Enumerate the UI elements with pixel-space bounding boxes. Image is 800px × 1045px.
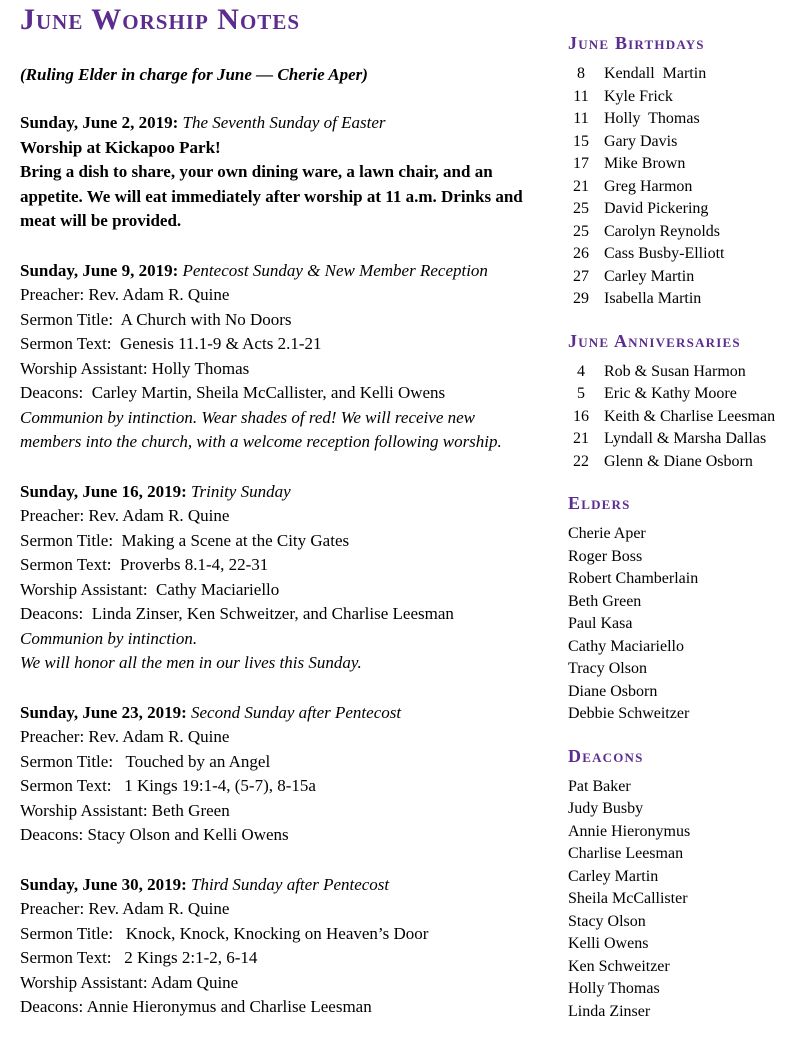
birthday-day: 8 bbox=[577, 65, 585, 82]
deacons-heading: Deacons bbox=[568, 745, 644, 766]
service-detail-preacher: Preacher: Rev. Adam R. Quine bbox=[20, 285, 230, 304]
birthday-name: David Pickering bbox=[604, 200, 709, 217]
deacon-name: Sheila McCallister bbox=[568, 890, 688, 907]
service-date: Sunday, June 9, 2019: bbox=[20, 260, 179, 280]
service-detail-deacons: Deacons: Stacy Olson and Kelli Owens bbox=[20, 825, 289, 844]
deacon-name: Stacy Olson bbox=[568, 912, 646, 930]
birthday-name: Kyle Frick bbox=[604, 87, 673, 105]
service-date: Sunday, June 23, 2019: bbox=[20, 702, 187, 722]
service-note: We will honor all the men in our lives this Sunday. bbox=[20, 653, 362, 672]
birthday-item bbox=[568, 63, 786, 86]
birthday-item bbox=[568, 108, 786, 131]
anniversary-day: 21 bbox=[573, 430, 589, 447]
service-detail-preacher: Preacher: Rev. Adam R. Quine bbox=[20, 506, 230, 525]
birthday-item bbox=[568, 266, 786, 289]
service-detail-sermon-text: Sermon Text: 2 Kings 2:1-2, 6-14 bbox=[20, 948, 258, 967]
elder-name: Roger Boss bbox=[568, 547, 643, 565]
service-subtitle: Pentecost Sunday & New Member Reception bbox=[178, 260, 488, 280]
anniversary-day: 5 bbox=[577, 385, 585, 402]
service-detail-sermon-title: Sermon Title: Touched by an Angel bbox=[20, 751, 271, 771]
service-subtitle: Trinity Sunday bbox=[186, 481, 291, 501]
elder-name: Cherie Aper bbox=[568, 525, 646, 542]
deacon-name: Judy Busby bbox=[568, 800, 644, 817]
birthday-day: 29 bbox=[573, 290, 589, 307]
deacon-name: Carley Martin bbox=[568, 867, 659, 885]
birthday-item bbox=[568, 221, 786, 244]
sidebar-lists-column bbox=[540, 4, 786, 1045]
birthday-day: 25 bbox=[573, 222, 589, 240]
birthday-day: 26 bbox=[573, 245, 589, 262]
elder-name: Robert Chamberlain bbox=[568, 570, 699, 587]
service-block-june-2 bbox=[20, 111, 540, 234]
deacon-name: Linda Zinser bbox=[568, 1002, 651, 1020]
service-detail-worship-assistant: Worship Assistant: Beth Green bbox=[20, 800, 230, 820]
birthday-day: 21 bbox=[573, 177, 589, 195]
birthday-item bbox=[568, 243, 786, 266]
birthday-name: Cass Busby-Elliott bbox=[604, 245, 725, 262]
anniversary-item bbox=[568, 361, 786, 384]
birthday-item bbox=[568, 198, 786, 221]
service-date: Sunday, June 30, 2019: bbox=[20, 874, 187, 894]
service-date: Sunday, June 16, 2019: bbox=[20, 481, 187, 501]
anniversary-names: Keith & Charlise Leesman bbox=[604, 407, 776, 425]
birthday-item bbox=[568, 176, 786, 199]
page-title: June Worship Notes bbox=[20, 3, 301, 36]
elders-heading: Elders bbox=[568, 493, 631, 513]
anniversary-day: 4 bbox=[577, 362, 585, 380]
service-announcement: Bring a dish to share, your own dining ware, a lawn chair, and an appetite. We will eat immediately after worship at 11 a.m. Drinks and meat will be provided. bbox=[20, 162, 527, 230]
anniversary-item bbox=[568, 383, 786, 406]
service-detail-deacons: Deacons: Linda Zinser, Ken Schweitzer, and Charlise Leesman bbox=[20, 604, 454, 623]
service-detail-sermon-title: Sermon Title: Knock, Knock, Knocking on Heaven’s Door bbox=[20, 923, 429, 943]
birthday-name: Mike Brown bbox=[604, 155, 686, 172]
deacon-name: Ken Schweitzer bbox=[568, 957, 670, 975]
birthday-day: 11 bbox=[573, 110, 589, 127]
service-detail-sermon-text: Sermon Text: Proverbs 8.1-4, 22-31 bbox=[20, 555, 269, 574]
birthday-day: 25 bbox=[573, 200, 589, 217]
birthday-name: Holly Thomas bbox=[604, 110, 700, 127]
service-detail-deacons: Deacons: Carley Martin, Sheila McCallister, and Kelli Owens bbox=[20, 383, 446, 402]
birthday-name: Carley Martin bbox=[604, 267, 695, 285]
birthday-item bbox=[568, 86, 786, 109]
service-heading bbox=[20, 701, 540, 726]
service-detail-sermon-title: Sermon Title: A Church with No Doors bbox=[20, 309, 292, 329]
birthdays-heading: June Birthdays bbox=[568, 33, 705, 53]
birthday-name: Gary Davis bbox=[604, 132, 678, 150]
elder-name: Cathy Maciariello bbox=[568, 637, 684, 655]
anniversary-day: 16 bbox=[573, 407, 589, 425]
elder-name: Beth Green bbox=[568, 592, 642, 610]
service-detail-worship-assistant: Worship Assistant: Adam Quine bbox=[20, 972, 239, 992]
service-block-june-9 bbox=[20, 259, 540, 455]
birthday-day: 17 bbox=[573, 155, 589, 172]
service-subtitle: Third Sunday after Pentecost bbox=[186, 874, 390, 894]
service-date: Sunday, June 2, 2019: bbox=[20, 113, 179, 132]
elder-name: Debbie Schweitzer bbox=[568, 705, 690, 722]
service-detail-preacher: Preacher: Rev. Adam R. Quine bbox=[20, 899, 230, 918]
anniversary-item bbox=[568, 406, 786, 429]
birthday-day: 11 bbox=[573, 87, 589, 105]
service-heading bbox=[20, 259, 540, 284]
service-block-june-23 bbox=[20, 701, 540, 848]
birthday-day: 15 bbox=[573, 132, 589, 150]
deacon-name: Kelli Owens bbox=[568, 935, 649, 952]
anniversary-names: Lyndall & Marsha Dallas bbox=[604, 430, 767, 447]
birthday-name: Kendall Martin bbox=[604, 65, 707, 82]
deacon-name: Holly Thomas bbox=[568, 980, 660, 997]
elder-name: Paul Kasa bbox=[568, 615, 633, 632]
birthday-day: 27 bbox=[573, 267, 589, 285]
service-detail-worship-assistant: Worship Assistant: Holly Thomas bbox=[20, 358, 250, 378]
birthday-name: Greg Harmon bbox=[604, 177, 693, 195]
anniversary-item bbox=[568, 428, 786, 451]
birthday-item bbox=[568, 131, 786, 154]
service-detail-worship-assistant: Worship Assistant: Cathy Maciariello bbox=[20, 579, 280, 599]
deacons-section bbox=[568, 744, 786, 1024]
anniversaries-heading: June Anniversaries bbox=[568, 330, 741, 351]
birthday-name: Carolyn Reynolds bbox=[604, 222, 720, 240]
anniversary-item bbox=[568, 451, 786, 474]
service-detail-deacons: Deacons: Annie Hieronymus and Charlise Leesman bbox=[20, 997, 372, 1016]
service-block-june-30 bbox=[20, 873, 540, 1020]
birthday-item bbox=[568, 288, 786, 311]
birthdays-section bbox=[568, 31, 786, 311]
anniversary-names: Glenn & Diane Osborn bbox=[604, 452, 753, 470]
birthday-name: Isabella Martin bbox=[604, 290, 702, 307]
birthday-item bbox=[568, 153, 786, 176]
elder-name: Diane Osborn bbox=[568, 682, 658, 700]
service-subtitle: Second Sunday after Pentecost bbox=[186, 702, 402, 722]
service-heading bbox=[20, 480, 540, 505]
service-note: Communion by intinction. bbox=[20, 628, 198, 648]
service-detail-sermon-title: Sermon Title: Making a Scene at the City Gates bbox=[20, 530, 350, 550]
service-detail-sermon-text: Sermon Text: 1 Kings 19:1-4, (5-7), 8-15a bbox=[20, 776, 316, 795]
service-detail-preacher: Preacher: Rev. Adam R. Quine bbox=[20, 727, 230, 746]
anniversaries-section bbox=[568, 329, 786, 474]
service-subtitle: The Seventh Sunday of Easter bbox=[178, 113, 386, 132]
service-block-june-16 bbox=[20, 480, 540, 676]
service-detail-sermon-text: Sermon Text: Genesis 11.1-9 & Acts 2.1-21 bbox=[20, 334, 322, 353]
anniversary-names: Eric & Kathy Moore bbox=[604, 385, 737, 402]
worship-notes-column bbox=[20, 4, 540, 1045]
service-note: Communion by intinction. Wear shades of red! We will receive new members into the church, with a welcome reception following worship. bbox=[20, 407, 502, 451]
deacon-name: Charlise Leesman bbox=[568, 845, 684, 862]
service-announcement: Worship at Kickapoo Park! bbox=[20, 137, 221, 157]
elders-section bbox=[568, 491, 786, 726]
deacon-name: Pat Baker bbox=[568, 777, 631, 795]
service-heading bbox=[20, 873, 540, 898]
ruling-elder-note: (Ruling Elder in charge for June — Cherie Aper) bbox=[20, 65, 368, 84]
anniversary-day: 22 bbox=[573, 452, 589, 470]
deacon-name: Annie Hieronymus bbox=[568, 822, 691, 840]
anniversary-names: Rob & Susan Harmon bbox=[604, 362, 746, 380]
elder-name: Tracy Olson bbox=[568, 660, 647, 677]
service-heading bbox=[20, 111, 540, 136]
